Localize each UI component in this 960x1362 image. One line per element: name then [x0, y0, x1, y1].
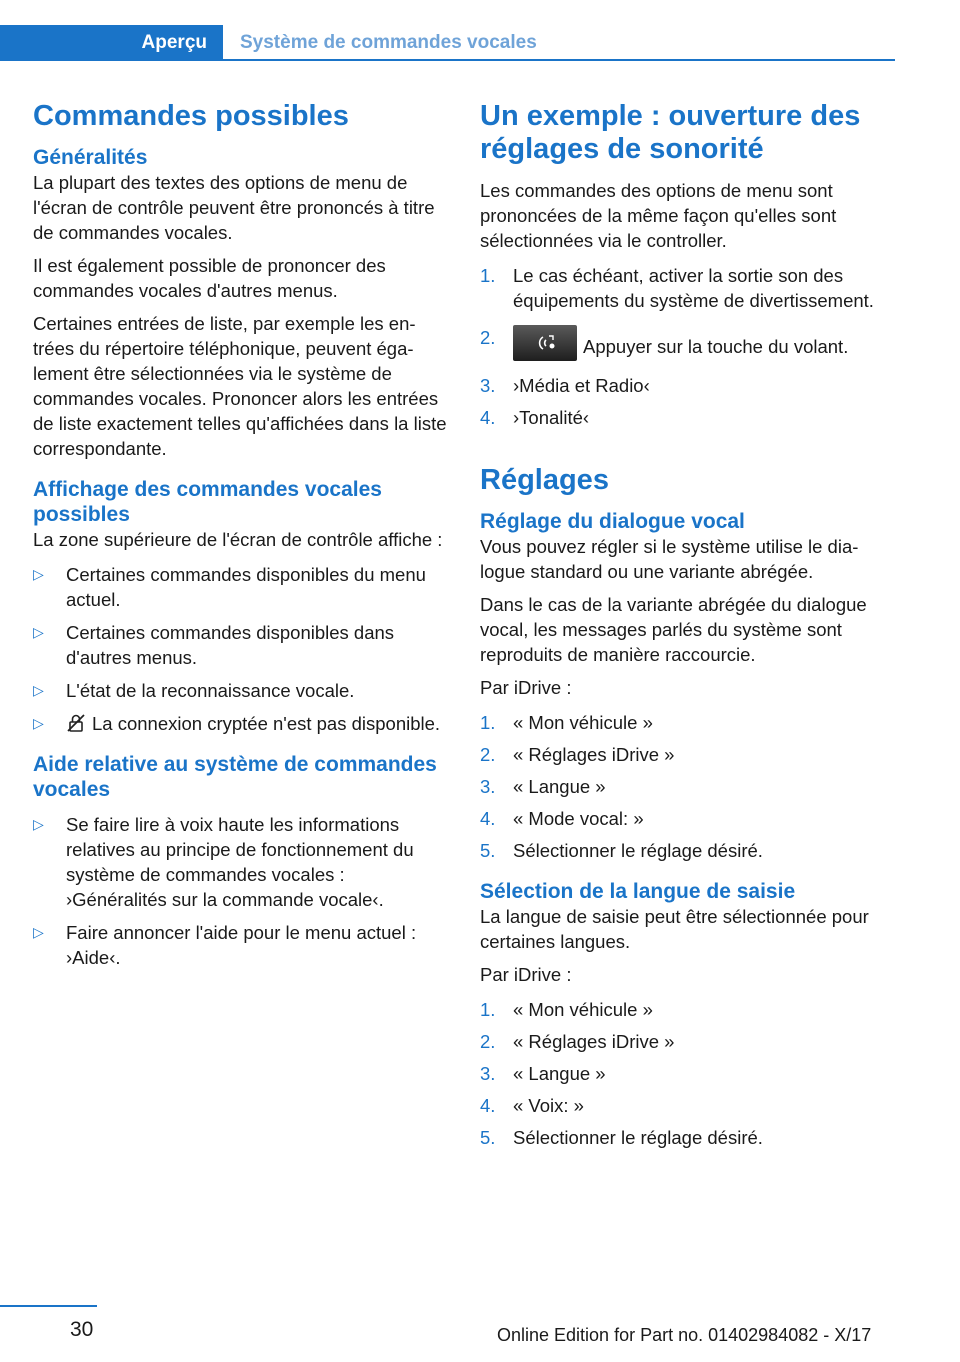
list-item: 2. « Réglages iDrive » — [480, 744, 675, 765]
list-item: ▷ Faire annoncer l'aide pour le menu actuel : ›Aide‹. — [33, 922, 417, 968]
list-item: ▷ Certaines commandes disponibles du menu actuel. — [33, 564, 426, 610]
paragraph: Par iDrive : — [480, 677, 572, 698]
header-rule — [223, 59, 895, 61]
list-item: 5. Sélectionner le réglage désiré. — [480, 840, 763, 861]
page-number: 30 — [70, 1318, 94, 1341]
subsection-title-display: Affichage des commandes vocales possibles — [33, 478, 382, 526]
paragraph: Il est également possible de prononcer des commandes vocales d'autres menus. — [33, 255, 386, 301]
triangle-right-icon: ▷ — [33, 566, 44, 582]
subsection-title-help: Aide relative au système de commandes vocales — [33, 753, 437, 801]
triangle-right-icon: ▷ — [33, 924, 44, 940]
paragraph: Dans le cas de la variante abrégée du dialogue vocal, les messages parlés du système sont reproduits de manière raccourcie. — [480, 594, 867, 665]
list-item: 3. « Langue » — [480, 1063, 606, 1084]
section-title-settings: Réglages — [480, 464, 609, 496]
voice-button-icon — [513, 325, 577, 361]
header-tab: Aperçu — [0, 25, 223, 61]
list-item: 2. « Réglages iDrive » — [480, 1031, 675, 1052]
section-title-example: Un exemple : ouverture des réglages de sonorité — [480, 100, 861, 165]
subsection-title-general: Généralités — [33, 146, 148, 169]
list-item: 4. ›Tonalité‹ — [480, 407, 590, 428]
edition-note: Online Edition for Part no. 01402984082 - X/17 — [497, 1325, 872, 1345]
paragraph: Certaines entrées de liste, par exemple les entrées du répertoire téléphonique, peuvent également être sélectionnées via le système de commandes vocales. Prononcer alors les entrées de liste exactement telles qu'affichées dans la liste correspondante. — [33, 313, 447, 459]
triangle-right-icon: ▷ — [33, 624, 44, 640]
list-item: 4. « Voix: » — [480, 1095, 584, 1116]
list-item: 1. Le cas échéant, activer la sortie son des équipements du système de divertissement. — [480, 265, 874, 311]
numbered-list — [480, 997, 894, 1150]
triangle-right-icon: ▷ — [33, 816, 44, 832]
crossed-lock-icon — [66, 713, 86, 733]
left-column — [33, 100, 448, 978]
paragraph: La zone supérieure de l'écran de contrôle affiche : — [33, 529, 443, 550]
paragraph: Vous pouvez régler si le système utilise le dialogue standard ou une variante abrégée. — [480, 536, 859, 582]
header-section-title: Système de commandes vocales — [240, 32, 537, 53]
numbered-list — [480, 263, 894, 430]
triangle-right-icon: ▷ — [33, 682, 44, 698]
list-item: 2. Appuyer sur la touche du volant. — [480, 325, 894, 361]
list-item: ▷ Se faire lire à voix haute les informations relatives au principe de fonctionnement du système de commandes vocales : ›Généralités sur la commande vocale‹. — [33, 814, 414, 910]
paragraph: Les commandes des options de menu sont prononcées de la même façon qu'elles sont sélectionnées via le controller. — [480, 180, 837, 251]
list-item: ▷ La connexion cryptée n'est pas disponible. — [33, 713, 441, 734]
bullet-list — [33, 562, 448, 736]
list-item: ▷ Certaines commandes disponibles dans d'autres menus. — [33, 622, 395, 668]
footer-rule — [0, 1305, 97, 1307]
list-item: ▷ L'état de la reconnaissance vocale. — [33, 680, 355, 701]
page-header — [0, 25, 895, 61]
paragraph: La langue de saisie peut être sélectionnée pour certaines langues. — [480, 906, 869, 952]
section-title-commands: Commandes possibles — [33, 100, 349, 132]
paragraph: La plupart des textes des options de menu de l'écran de contrôle peuvent être prononcés à titre de commandes vocales. — [33, 172, 435, 243]
right-column — [480, 100, 894, 1157]
list-item: 1. « Mon véhicule » — [480, 712, 653, 733]
triangle-right-icon: ▷ — [33, 715, 44, 731]
list-item: 3. ›Média et Radio‹ — [480, 375, 650, 396]
list-item: 3. « Langue » — [480, 776, 606, 797]
list-item: 1. « Mon véhicule » — [480, 999, 653, 1020]
bullet-list — [33, 812, 448, 970]
list-item: 4. « Mode vocal: » — [480, 808, 644, 829]
numbered-list — [480, 710, 894, 863]
paragraph: Par iDrive : — [480, 964, 572, 985]
subsection-title-input-language: Sélection de la langue de saisie — [480, 880, 796, 903]
subsection-title-dialog: Réglage du dialogue vocal — [480, 510, 745, 533]
list-item: 5. Sélectionner le réglage désiré. — [480, 1127, 763, 1148]
